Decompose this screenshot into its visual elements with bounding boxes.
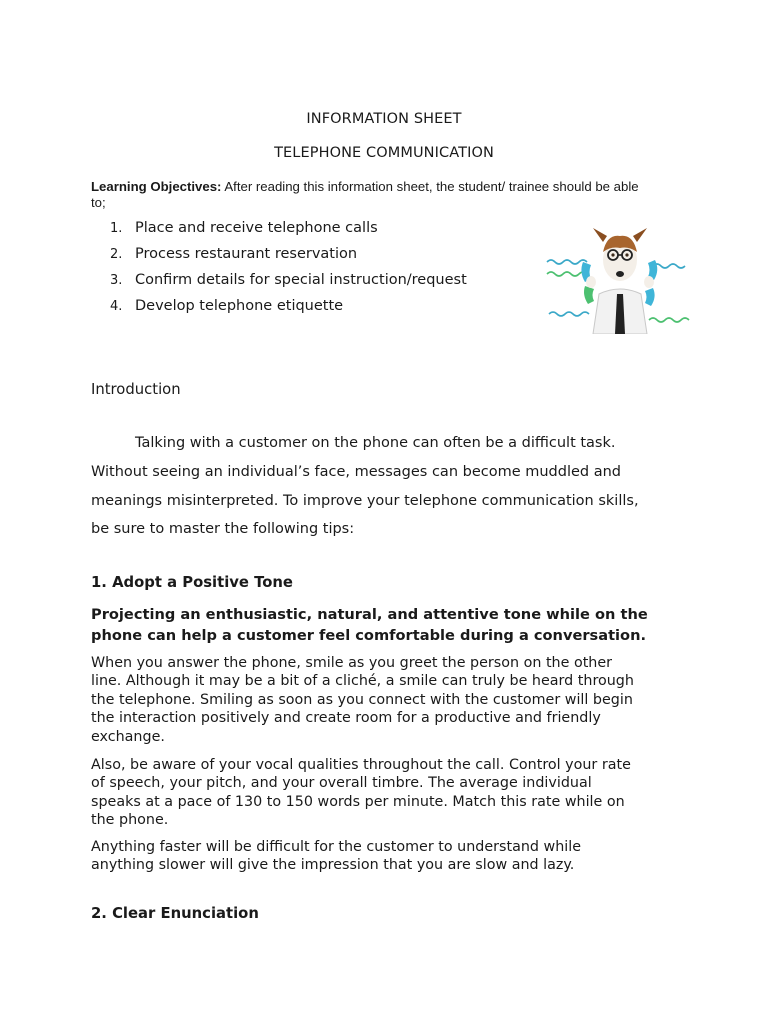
paragraph-line: the telephone. Smiling as soon as you connect with the customer will begin [91, 691, 633, 708]
section-1-heading: 1. Adopt a Positive Tone [91, 574, 293, 591]
introduction-heading: Introduction [91, 381, 181, 398]
paragraph-line: speaks at a pace of 130 to 150 words per minute. Match this rate while on [91, 793, 625, 810]
paragraph-line: Also, be aware of your vocal qualities throughout the call. Control your rate [91, 757, 631, 773]
list-item [110, 218, 467, 244]
learning-objectives-intro [91, 179, 691, 210]
paragraph-line: anything slower will give the impression that you are slow and lazy. [91, 857, 575, 874]
paragraph-line: of speech, your pitch, and your overall timbre. The average individual [91, 775, 592, 792]
list-item-text: Develop telephone etiquette [135, 298, 344, 314]
learning-objectives-text-cont: to; [91, 194, 106, 210]
paragraph-line: line. Although it may be a bit of a cliché, a smile can truly be heard through [91, 673, 634, 690]
speed-paragraph [91, 838, 681, 875]
document-subtitle: TELEPHONE COMMUNICATION [274, 145, 494, 161]
list-item-text: Confirm details for special instruction/request [135, 272, 467, 288]
paragraph-line: phone can help a customer feel comfortable during a conversation. [91, 627, 647, 644]
paragraph-line: meanings misinterpreted. To improve your telephone communication skills, [91, 492, 639, 509]
list-number: 3. [110, 273, 123, 288]
paragraph-line: the interaction positively and create room for a productive and friendly [91, 710, 601, 727]
paragraph-line: exchange. [91, 728, 165, 745]
paragraph-line: Projecting an enthusiastic, natural, and attentive tone while on the [91, 606, 648, 623]
list-item [110, 296, 467, 322]
list-item [110, 244, 467, 270]
paragraph-line: When you answer the phone, smile as you greet the person on the other [91, 655, 613, 671]
paragraph-line: Talking with a customer on the phone can often be a difficult task. [135, 435, 616, 451]
smile-paragraph [91, 654, 681, 746]
vocal-qualities-paragraph [91, 756, 681, 830]
paragraph-line: Anything faster will be difficult for the customer to understand while [91, 839, 582, 855]
list-item [110, 270, 467, 296]
paragraph-line: Without seeing an individual’s face, messages can become muddled and [91, 463, 622, 480]
learning-objectives-label: Learning Objectives: [91, 179, 222, 194]
list-number: 4. [110, 299, 123, 314]
list-number: 2. [110, 247, 123, 262]
learning-objectives-text: After reading this information sheet, the student/ trainee should be able [221, 179, 639, 194]
section-1-lead [91, 604, 691, 646]
paragraph-line: be sure to master the following tips: [91, 521, 355, 538]
list-number: 1. [110, 221, 123, 236]
list-item-text: Place and receive telephone calls [135, 220, 378, 236]
section-2-heading: 2. Clear Enunciation [91, 905, 259, 922]
dog-on-phones-illustration [545, 222, 695, 334]
introduction-paragraph [91, 429, 671, 544]
document-title: INFORMATION SHEET [306, 111, 462, 127]
objectives-list [110, 218, 467, 322]
paragraph-line: the phone. [91, 812, 169, 829]
list-item-text: Process restaurant reservation [135, 246, 358, 262]
